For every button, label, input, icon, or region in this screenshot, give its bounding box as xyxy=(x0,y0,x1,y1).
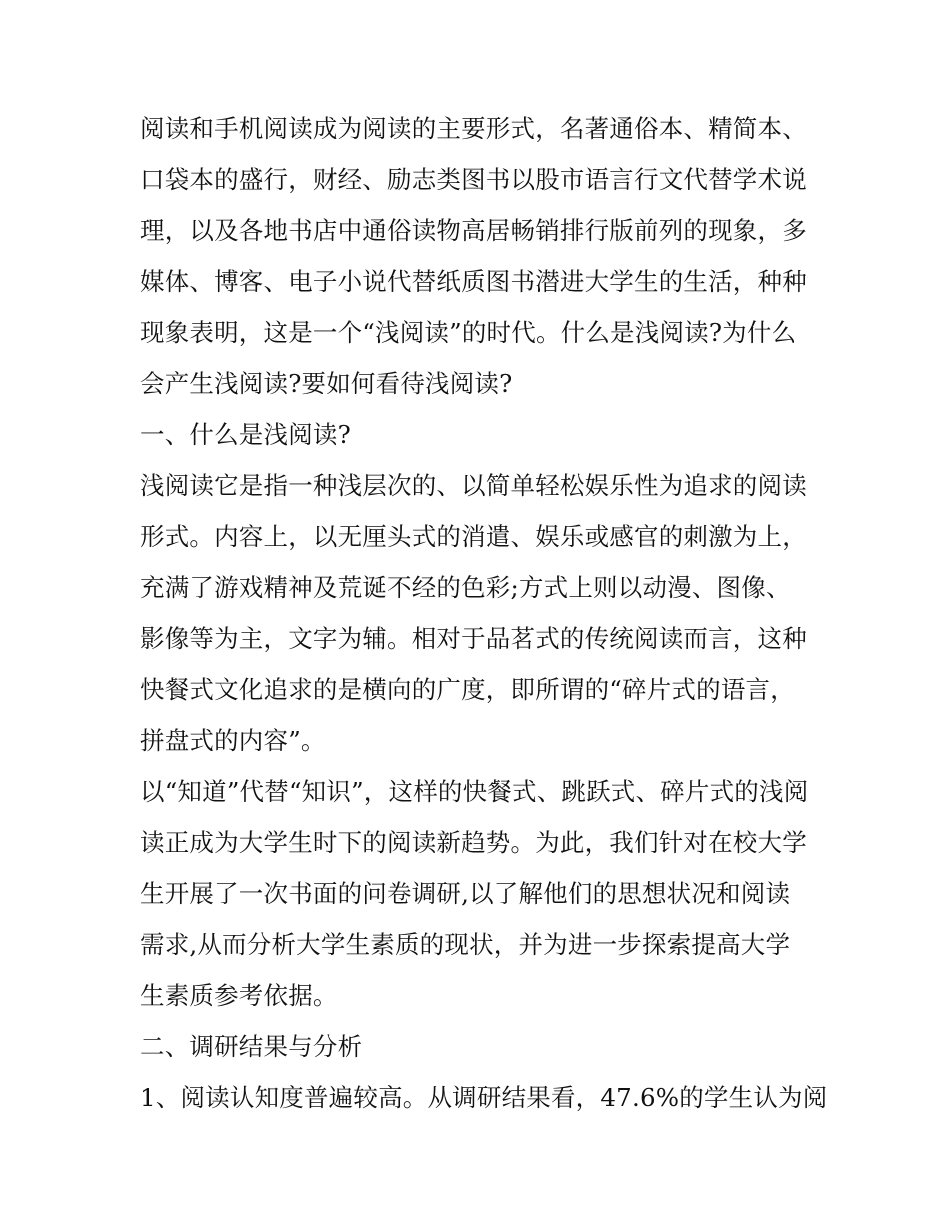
text-line: 充满了游戏精神及荒诞不经的色彩;方式上则以动漫、图像、 xyxy=(140,573,791,602)
text-line: 以“知道”代替“知识”，这样的快餐式、跳跃式、碎片式的浅阅 xyxy=(140,777,809,806)
text-line: 会产生浅阅读?要如何看待浅阅读? xyxy=(140,369,513,398)
section-heading: 二、调研结果与分析 xyxy=(140,1032,363,1061)
text-line: 阅读和手机阅读成为阅读的主要形式，名著通俗本、精简本、 xyxy=(140,114,807,143)
section-heading: 一、什么是浅阅读? xyxy=(140,420,351,449)
text-line: 需求,从而分析大学生素质的现状，并为进一步探索提高大学 xyxy=(140,930,791,959)
text-line: 1、阅读认知度普遍较高。从调研结果看，47.6%的学生认为阅 xyxy=(140,1083,828,1112)
text-line: 生素质参考依据。 xyxy=(140,981,338,1010)
text-line: 拼盘式的内容”。 xyxy=(140,726,326,755)
text-line: 现象表明，这是一个“浅阅读”的时代。什么是浅阅读?为什么 xyxy=(140,318,797,347)
text-line: 理，以及各地书店中通俗读物高居畅销排行版前列的现象，多 xyxy=(140,216,807,245)
text-line: 影像等为主，文字为辅。相对于品茗式的传统阅读而言，这种 xyxy=(140,624,807,653)
text-line: 口袋本的盛行，财经、励志类图书以股市语言行文代替学术说 xyxy=(140,165,807,194)
text-line: 媒体、博客、电子小说代替纸质图书潜进大学生的生活，种种 xyxy=(140,267,807,296)
text-line: 读正成为大学生时下的阅读新趋势。为此，我们针对在校大学 xyxy=(140,828,807,857)
text-line: 浅阅读它是指一种浅层次的、以简单轻松娱乐性为追求的阅读 xyxy=(140,471,807,500)
document-body xyxy=(140,103,828,1123)
text-line: 生开展了一次书面的问卷调研,以了解他们的思想状况和阅读 xyxy=(140,879,791,908)
text-line: 快餐式文化追求的是横向的广度，即所谓的“碎片式的语言， xyxy=(140,675,795,704)
text-line: 形式。内容上，以无厘头式的消遣、娱乐或感官的刺激为上， xyxy=(140,522,807,551)
